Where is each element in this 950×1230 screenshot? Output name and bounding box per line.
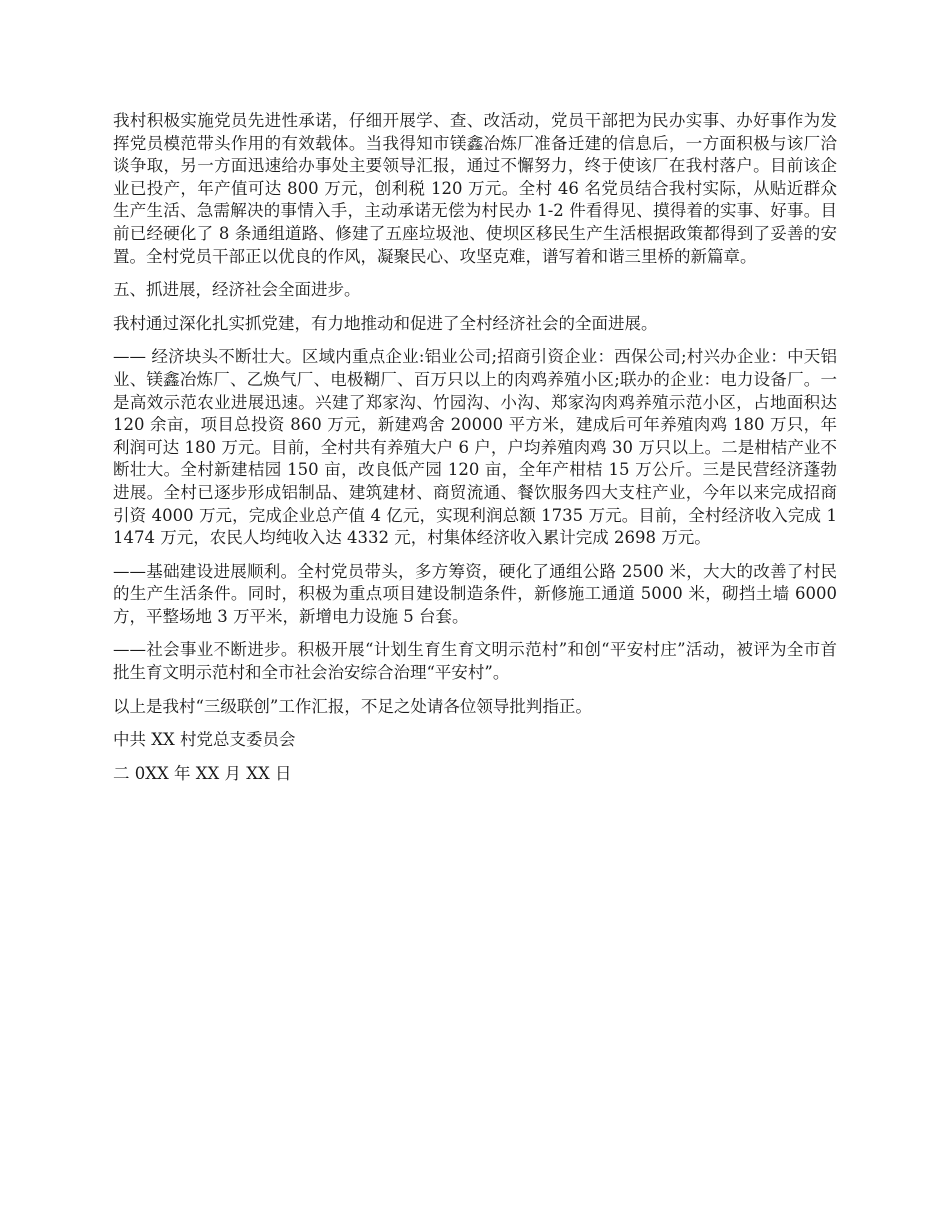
signature-organization: 中共 XX 村党总支委员会 [113, 730, 296, 750]
section-heading-five: 五、抓进展，经济社会全面进步。 [113, 280, 361, 300]
paragraph-social-affairs: ——社会事业不断进步。积极开展“计划生育生育文明示范村”和创“平安村庄”活动，被评为全市首批生育文明示范村和全市社会治安综合治理“平安村”。 [113, 640, 837, 683]
paragraph-party-commitment: 我村积极实施党员先进性承诺，仔细开展学、查、改活动，党员干部把为民办实事、办好事作为发挥党员模范带头作用的有效载体。当我得知市镁鑫冶炼厂准备迁建的信息后，一方面积极与该厂洽谈争取，另一方面迅速给办事处主要领导汇报，通过不懈努力，终于使该厂在我村落户。目前该企业已投产，年产值可达 800 万元，创利税 120 万元。全村 46 名党员结合我村实际，从贴近群众生产生活、急需解决的事情入手，主动承诺无偿为村民办 1-2 件看得见、摸得着的实事、好事。目前已经硬化了 8 条通组道路、修建了五座垃圾池、使坝区移民生产生活根据政策都得到了妥善的安置。全村党员干部正以优良的作风，凝聚民心、攻坚克难，谱写着和谐三里桥的新篇章。 [113, 111, 837, 266]
document-body [113, 110, 837, 796]
paragraph-progress-summary: 我村通过深化扎实抓党建，有力地推动和促进了全村经济社会的全面进展。 [113, 313, 658, 333]
signature-date: 二 0XX 年 XX 月 XX 日 [113, 763, 292, 783]
paragraph-economy: —— 经济块头不断壮大。区域内重点企业:铝业公司;招商引资企业：西保公司;村兴办企业：中天铝业、镁鑫冶炼厂、乙焕气厂、电极糊厂、百万只以上的肉鸡养殖小区;联办的企业：电力设备厂。一是高效示范农业进展迅速。兴建了郑家沟、竹园沟、小沟、郑家沟肉鸡养殖示范小区，占地面积达 120 余亩，项目总投资 860 万元，新建鸡舍 20000 平方米，建成后可年养殖肉鸡 180 万只，年利润可达 180 万元。目前，全村共有养殖大户 6 户，户均养殖肉鸡 30 万只以上。二是柑桔产业不断壮大。全村新建桔园 150 亩，改良低产园 120 亩，全年产柑桔 15 万公斤。三是民营经济蓬勃进展。全村已逐步形成铝制品、建筑建材、商贸流通、餐饮服务四大支柱产业，今年以来完成招商引资 4000 万元，完成企业总产值 4 亿元，实现利润总额 1735 万元。目前，全村经济收入完成 11474 万元，农民人均纯收入达 4332 元，村集体经济收入累计完成 2698 万元。 [113, 347, 837, 548]
paragraph-infrastructure: ——基础建设进展顺利。全村党员带头，多方筹资，硬化了通组公路 2500 米，大大的改善了村民的生产生活条件。同时，积极为重点项目建设制造条件，新修施工通道 5000 米，砌挡土墙 6000 方，平整场地 3 万平米，新增电力设施 5 台套。 [113, 561, 837, 626]
paragraph-closing: 以上是我村“三级联创”工作汇报，不足之处请各位领导批判指正。 [113, 696, 592, 716]
